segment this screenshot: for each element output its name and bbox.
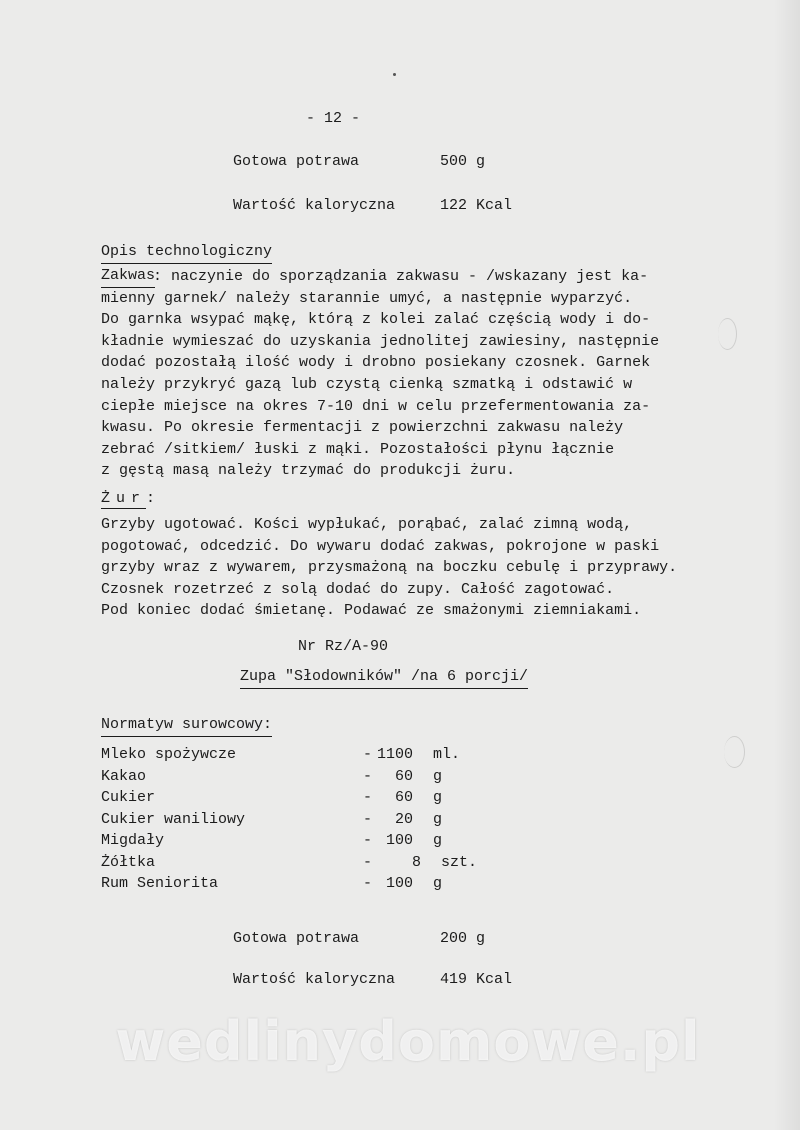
zakwas-line: należy przykryć gazą lub czystą cienką szmatką i odstawić w [101,375,633,393]
ingredient-name: Migdały [101,832,165,849]
zakwas-line: dodać pozostałą ilość wody i drobno posiekany czosnek. Garnek [101,354,651,372]
ingredient-dash: - [363,832,373,849]
ingredient-dash: - [363,767,373,785]
ready-dish-label: Gotowa potrawa [233,153,360,170]
page-number: - 12 - [306,110,361,127]
ingredient-dash: - [363,810,373,828]
ingredient-dash: - [363,789,373,806]
ingredient-qty: 8 [411,853,421,871]
ingredient-name: Kakao [101,767,147,785]
zakwas-line: kładnie wymieszać do uzyskania jednolitej zawiesiny, następnie [101,332,660,350]
ready-dish-value: 500 g [440,153,486,170]
ingredient-dash: - [363,875,373,892]
zakwas-line: z gęstą masą należy trzymać do produkcji żuru. [101,462,516,480]
recipe-calorie-value: 419 Kcal [440,971,513,988]
ingredient-qty: 1100 [376,746,413,763]
ingredient-unit: szt. [441,853,478,871]
recipe-number: Nr Rz/A-90 [298,638,389,655]
calorie-value: 122 Kcal [440,197,513,214]
ingredient-qty: 100 [385,875,413,892]
ingredient-row [101,873,481,895]
ingredient-row [101,809,481,831]
watermark-text: wedlinydomowe.pl [115,1010,701,1073]
zur-line: Czosnek rozetrzeć z solą dodać do zupy. Całość zagotować. [101,580,615,598]
punch-hole-mark [718,318,737,350]
ingredient-name: Żółtka [101,853,156,871]
zur-line: grzyby wraz z wywarem, przysmażoną na boczku cebulę i przyprawy. [101,559,678,577]
zakwas-line: ciepłe miejsce na okres 7-10 dni w celu przefermentowania za- [101,397,651,415]
zakwas-line: mienny garnek/ należy starannie umyć, a następnie wyparzyć. [101,289,633,307]
zakwas-line: : naczynie do sporządzania zakwasu - /wskazany jest ka- [153,268,649,285]
recipe-title: Zupa "Słodowników" /na 6 porcji/ [240,667,528,689]
ingredient-unit: g [433,832,443,849]
ingredient-unit: g [433,810,443,828]
page-edge-shadow [774,0,800,1130]
ingredient-row [101,744,481,766]
ingredient-name: Rum Seniorita [101,875,219,892]
ingredient-qty: 100 [385,832,413,849]
ingredient-name: Cukier [101,789,156,806]
zakwas-line: zebrać /sitkiem/ łuski z mąki. Pozostałości płynu łącznie [101,440,615,458]
recipe-calorie-label: Wartość kaloryczna [233,971,396,988]
zur-line: Pod koniec dodać śmietanę. Podawać ze smażonymi ziemniakami. [101,602,642,620]
zur-label: Żur [101,490,147,507]
zakwas-line: Do garnka wsypać mąkę, którą z kolei zalać częścią wody i do- [101,311,651,329]
ingredient-list [101,744,481,895]
recipe-ready-value: 200 g [440,930,486,947]
tech-description-heading: Opis technologiczny [101,242,272,264]
punch-hole-mark [724,736,745,768]
zur-heading [101,489,155,509]
ingredient-name: Cukier waniliowy [101,810,246,828]
calorie-label: Wartość kaloryczna [233,197,396,214]
ingredient-row [101,830,481,852]
ingredient-unit: g [433,789,443,806]
ingredient-unit: g [433,767,443,785]
zur-line: pogotować, odcedzić. Do wywaru dodać zakwas, pokrojone w paski [101,537,660,555]
ingredient-row [101,787,481,809]
zur-colon: : [146,490,156,507]
ingredient-dash: - [363,853,373,871]
recipe-ready-label: Gotowa potrawa [233,930,360,947]
ingredient-qty: 60 [394,767,413,785]
speck [393,73,396,76]
zakwas-line: kwasu. Po okresie fermentacji z powierzchni zakwasu należy [101,419,624,437]
zur-paragraph [101,514,677,622]
ingredient-row [101,766,481,788]
ingredient-unit: g [433,875,443,892]
zakwas-paragraph [101,266,659,482]
zakwas-label: Zakwas [101,266,155,288]
zur-line: Grzyby ugotować. Kości wypłukać, porąbać, zalać zimną wodą, [101,516,633,533]
ingredient-norm-heading: Normatyw surowcowy: [101,715,272,737]
ingredient-qty: 60 [394,789,413,806]
ingredient-qty: 20 [394,810,413,828]
ingredient-name: Mleko spożywcze [101,746,237,763]
ingredient-dash: - [363,746,373,763]
ingredient-row [101,852,481,874]
ingredient-unit: ml. [433,746,461,763]
